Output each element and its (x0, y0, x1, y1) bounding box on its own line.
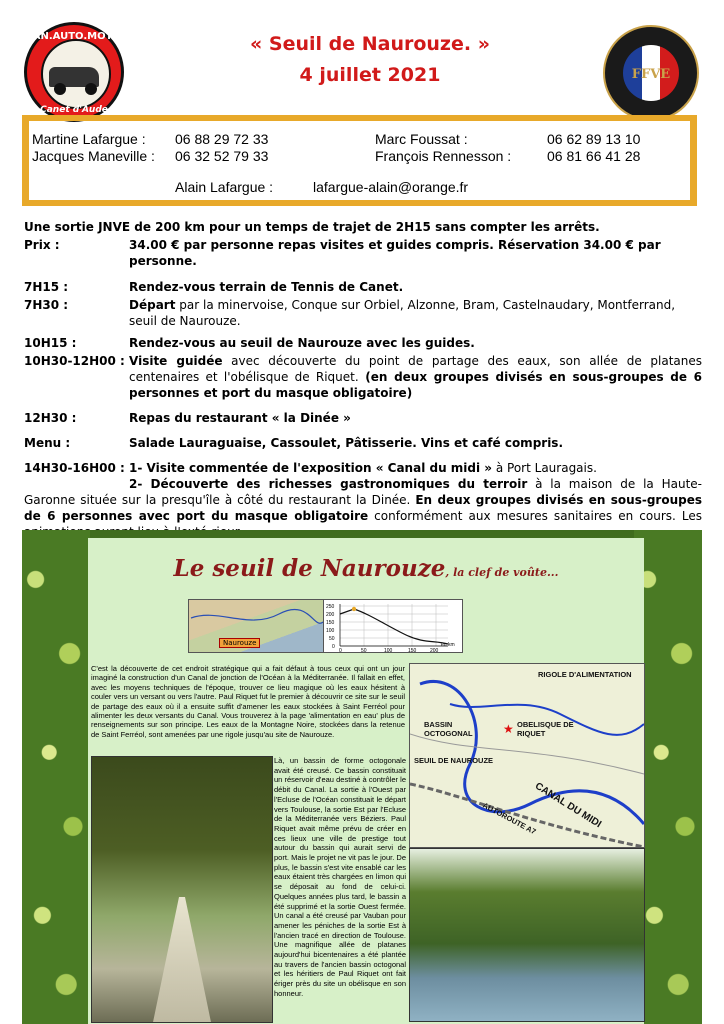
contact-name: Alain Lafargue : (175, 179, 274, 195)
schedule-row (24, 335, 702, 351)
schedule-text: Salade Lauraguaise, Cassoulet, Pâtisserie. Vins et café compris. (129, 436, 564, 450)
schedule-text: Rendez-vous terrain de Tennis de Canet. (129, 280, 404, 294)
schedule-row (24, 279, 702, 295)
contact-name: Marc Foussat : (375, 131, 468, 147)
profile-tick: 250 (326, 604, 335, 610)
event-date: 4 juillet 2021 (299, 64, 441, 86)
schedule-text: En deux groupes divisés en sous-groupes de 6 personnes avec port du masque obligatoire (24, 493, 702, 523)
contact-name: Jacques Maneville : (32, 148, 155, 164)
schedule-row (24, 297, 702, 329)
contact-name: François Rennesson : (375, 148, 512, 164)
wheel-icon (85, 83, 97, 95)
schedule-text: Départ (129, 298, 176, 312)
schedule-time: 7H15 : (24, 280, 69, 294)
map-label: OBELISQUE DE RIQUET (517, 720, 574, 738)
profile-xtick: 150 (408, 648, 417, 652)
site-map (409, 663, 645, 848)
contact-name: Martine Lafargue : (32, 131, 146, 147)
map-label: BASSIN OCTOGONAL (424, 720, 473, 738)
contacts-box (22, 115, 697, 206)
schedule-row (24, 353, 702, 401)
schedule-text: Rendez-vous au seuil de Naurouze avec les guides. (129, 336, 475, 350)
wheel-icon (54, 83, 66, 95)
logo-left-top: FAN.AUTO.MOTO (27, 31, 121, 42)
program-text (24, 219, 702, 540)
price-label: Prix : (24, 238, 60, 252)
profile-tick: 200 (326, 612, 335, 618)
schedule-time: 14H30-16H00 : (24, 461, 125, 475)
schedule-text: à Port Lauragais. (492, 461, 597, 475)
profile-tick: 0 (332, 644, 335, 650)
contact-phone: 06 88 29 72 33 (175, 131, 269, 147)
profile-unit: en km (441, 642, 455, 648)
contact-phone: 06 62 89 13 10 (547, 131, 641, 147)
ffve-logo (603, 25, 699, 121)
profile-tick: 50 (329, 636, 335, 642)
region-map (188, 599, 325, 653)
schedule-text: par la minervoise, Conque sur Orbiel, Alzonne, Bram, Castelnaudary, Montferrand, seuil de Naurouze. (129, 298, 676, 328)
elevation-profile (323, 599, 463, 653)
profile-xtick: 50 (361, 648, 367, 652)
intro-line: Une sortie JNVE de 200 km pour un temps de trajet de 2H15 sans compter les arrêts. (24, 220, 600, 234)
plane-tree-alley-photo (91, 756, 273, 1023)
canal-water-photo (409, 848, 645, 1022)
schedule-time: 10H30-12H00 : (24, 354, 125, 368)
poster-title (88, 555, 644, 582)
schedule-time: Menu : (24, 436, 71, 450)
map-label: RIGOLE D'ALIMENTATION (538, 670, 632, 679)
profile-xtick: 200 (430, 648, 439, 652)
schedule-time: 10H15 : (24, 336, 77, 350)
schedule-row (24, 410, 702, 426)
schedule-text: Visite guidée (129, 354, 223, 368)
schedule-text: à la maison de la Haute-Garonne située sur la presqu'île à côté du restaurant la Dinée. (24, 477, 702, 507)
poster-paragraph: C'est la découverte de cet endroit stratégique qui a fait défaut à tous ceux qui ont un jour imaginé la construction d'un Canal de jonction de l'Océan à la Méditerranée. Il fallait en effet, avec les moyens techniques de l'époque, trouver ce lieu magique où les eaux hésitent à couler vers un versant ou vers l'autre. Paul Riquet fut le premier à découvrir ce site sur le seuil de partage des eaux où il a ensuite suffit d'amener les eaux stockées à Saint Ferréol pour alimenter les deux versants du Canal. Vous trouverez à la page 'alimentation en eau' plus de renseignements sur son principe. Les eaux de la Montagne Noire, stockées dans la retenue de Saint Ferréol, sont amenées par une rigole jusqu'au site de Naurouze. (91, 664, 405, 739)
schedule-row (24, 435, 702, 451)
schedule-text: Repas du restaurant « la Dinée » (129, 411, 351, 425)
schedule-text: avec découverte du point de partage des eaux, son allée de platanes centenaires et l'obélisque de Riquet. (129, 354, 702, 384)
schedule-text: (en deux groupes divisés en sous-groupes de 6 personnes et port du masque obligatoire) (129, 370, 702, 400)
schedule-time: 12H30 : (24, 411, 77, 425)
poster-title-sub: , la clef de voûte... (445, 566, 559, 579)
schedule-text: conformément aux mesures sanitaires en cours. Les (374, 509, 702, 523)
logo-left-bottom: Canet d'Aude (40, 105, 108, 115)
contact-email[interactable]: lafargue-alain@orange.fr (313, 179, 469, 195)
profile-chart (324, 600, 462, 652)
schedule-text: 1- Visite commentée de l'exposition « Canal du midi » (129, 461, 493, 475)
poster-paragraph: Là, un bassin de forme octogonale avait été creusé. Ce bassin constituait un réservoir d'eau destiné à contrôler le débit du Canal. La sortie à l'Ouest par l'Ecluse de l'Océan constituait le départ vers Toulouse, la sortie Est par l'Ecluse de la Méditerranée vers Béziers. Paul Riquet avait même prévu de créer en ces lieux une ville de prestige tout autour du bassin qui aurait servi de port. Mais le projet ne vit pas le jour. De plus, le bassin s'est vite ensablé car les eaux étaient très chargées en limon qui se déposait au fond de celui-ci. Quelques années plus tard, le bassin a été supprimé et la sortie Ouest fermée. Un canal a été creusé par Vauban pour amener les péniches de la sortie Est à l'ancien tracé en direction de Toulouse. Une magnifique allée de platanes aujourd'hui bicentenaires a été plantée au travers de l'ancien bassin octogonal et les héritiers de Paul Riquet ont fait ériger près du site un obélisque en son honneur. (274, 756, 406, 998)
profile-xtick: 0 (339, 648, 342, 652)
map-label: SEUIL DE NAUROUZE (414, 756, 494, 765)
price-text: 34.00 € par personne repas visites et guides compris. Réservation 34.00 € par personne. (129, 238, 661, 268)
obelisk-marker-icon: ★ (503, 722, 514, 736)
afternoon-block (24, 460, 702, 540)
contact-phone: 06 32 52 79 33 (175, 148, 269, 164)
profile-xtick: 100 (384, 648, 393, 652)
poster-panel (88, 538, 644, 1024)
map-tag: Naurouze (219, 638, 260, 648)
club-logo (24, 22, 124, 122)
profile-tick: 100 (326, 628, 335, 634)
price-row (24, 237, 702, 269)
foliage-left (22, 530, 90, 1024)
schedule-time: 7H30 : (24, 298, 69, 312)
poster-image (22, 530, 702, 1024)
page-title: « Seuil de Naurouze. » (250, 33, 490, 55)
contact-phone: 06 81 66 41 28 (547, 148, 641, 164)
map-label: AUTOROUTE A7 (481, 800, 538, 837)
profile-tick: 150 (326, 620, 335, 626)
poster-title-main: Le seuil de Naurouze (173, 555, 446, 582)
ffve-mark: FFVE (631, 67, 671, 82)
schedule-text: 2- Découverte des richesses gastronomiques du terroir (129, 477, 528, 491)
map-label: CANAL DU MIDI (532, 780, 604, 831)
